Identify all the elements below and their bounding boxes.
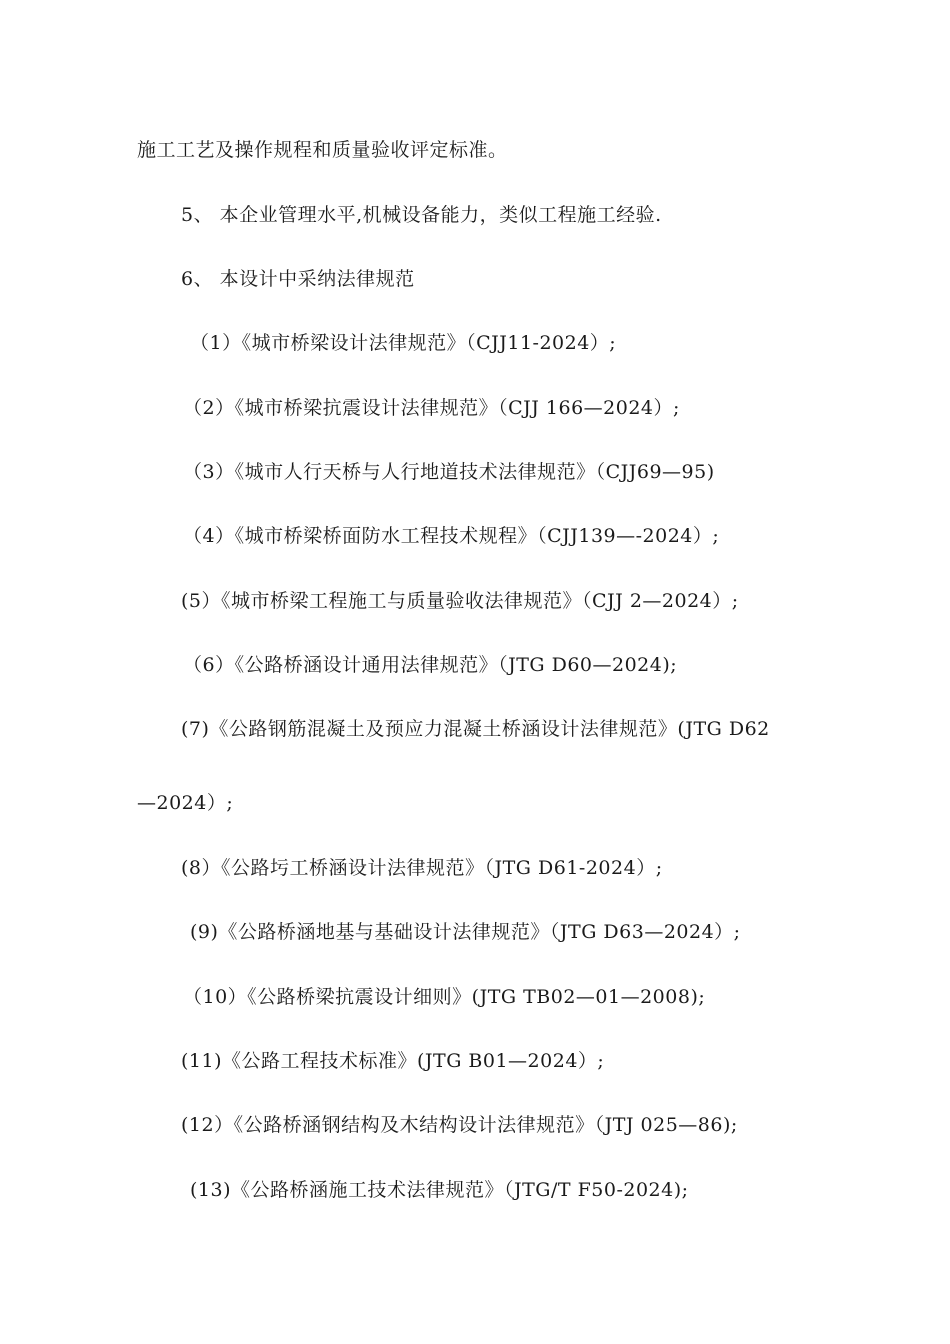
text-line-item-6: 6、 本设计中采纳法律规范 bbox=[181, 268, 415, 290]
standard-item-12: (12）《公路桥涵钢结构及木结构设计法律规范》（JTJ 025—86); bbox=[181, 1114, 738, 1136]
standard-item-7-continuation: —2024）; bbox=[137, 792, 234, 814]
standard-item-11: (11)《公路工程技术标准》(JTG B01—2024）; bbox=[181, 1050, 605, 1072]
standard-item-9: (9)《公路桥涵地基与基础设计法律规范》（JTG D63—2024）; bbox=[190, 921, 741, 943]
standard-item-3: （3）《城市人行天桥与人行地道技术法律规范》（CJJ69—95) bbox=[183, 461, 715, 483]
standard-item-1: （1）《城市桥梁设计法律规范》（CJJ11-2024）; bbox=[190, 332, 617, 354]
standard-item-7: (7)《公路钢筋混凝土及预应力混凝土桥涵设计法律规范》(JTG D62 bbox=[181, 718, 770, 740]
standard-item-5: (5）《城市桥梁工程施工与质量验收法律规范》（CJJ 2—2024）; bbox=[181, 590, 739, 612]
standard-item-10: （10）《公路桥梁抗震设计细则》(JTG TB02—01—2008); bbox=[183, 986, 706, 1008]
standard-item-8: (8）《公路圬工桥涵设计法律规范》（JTG D61-2024）; bbox=[181, 857, 663, 879]
standard-item-2: （2）《城市桥梁抗震设计法律规范》（CJJ 166—2024）; bbox=[183, 397, 680, 419]
text-line-continuation: 施工工艺及操作规程和质量验收评定标准。 bbox=[137, 139, 508, 161]
standard-item-4: （4）《城市桥梁桥面防水工程技术规程》（CJJ139—-2024）; bbox=[183, 525, 720, 547]
standard-item-6: （6）《公路桥涵设计通用法律规范》（JTG D60—2024); bbox=[183, 654, 678, 676]
text-line-item-5: 5、 本企业管理水平,机械设备能力，类似工程施工经验. bbox=[181, 204, 662, 226]
standard-item-13: (13)《公路桥涵施工技术法律规范》（JTG/T F50-2024); bbox=[190, 1179, 689, 1201]
